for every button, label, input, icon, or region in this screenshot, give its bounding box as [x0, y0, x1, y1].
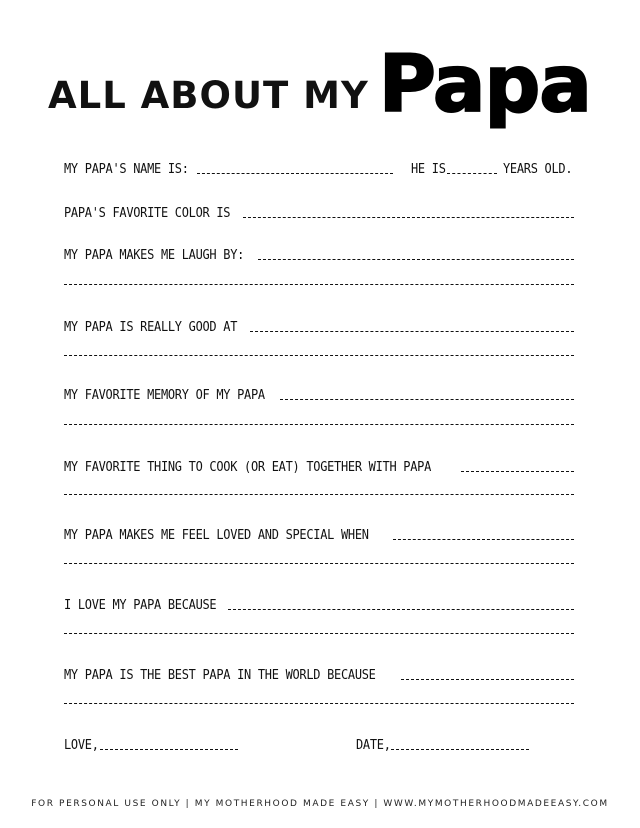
name-label: MY PAPA'S NAME IS:	[64, 162, 189, 177]
love-because-blank[interactable]	[228, 608, 574, 610]
best-row	[64, 662, 574, 682]
cook-blank[interactable]	[461, 470, 574, 472]
best-extra-line[interactable]	[64, 703, 574, 704]
color-blank[interactable]	[243, 216, 574, 218]
age-prefix-label: HE IS	[411, 162, 447, 177]
best-blank[interactable]	[401, 678, 574, 680]
page-title	[48, 40, 608, 130]
laugh-blank[interactable]	[258, 258, 574, 260]
memory-extra-line[interactable]	[64, 424, 574, 425]
laugh-extra-line[interactable]	[64, 284, 574, 285]
love-because-label: I LOVE MY PAPA BECAUSE	[64, 598, 217, 613]
name-row	[64, 156, 574, 176]
title-name: Papa	[378, 40, 591, 130]
age-blank[interactable]	[447, 172, 497, 174]
good-at-extra-line[interactable]	[64, 355, 574, 356]
cook-label: MY FAVORITE THING TO COOK (OR EAT) TOGETHER WITH PAPA	[64, 460, 432, 475]
memory-label: MY FAVORITE MEMORY OF MY PAPA	[64, 388, 265, 403]
laugh-label: MY PAPA MAKES ME LAUGH BY:	[64, 248, 245, 263]
good-at-label: MY PAPA IS REALLY GOOD AT	[64, 320, 238, 335]
memory-row	[64, 382, 574, 402]
date-label: DATE,	[355, 738, 391, 753]
good-at-blank[interactable]	[250, 330, 574, 332]
cook-row	[64, 454, 574, 474]
cook-extra-line[interactable]	[64, 494, 574, 495]
footer-text: FOR PERSONAL USE ONLY | MY MOTHERHOOD MADE EASY | WWW.MYMOTHERHOODMADEEASY.COM	[31, 799, 609, 809]
loved-row	[64, 522, 574, 542]
love-sign-label: LOVE,	[64, 738, 99, 753]
laugh-row	[64, 242, 574, 262]
name-blank[interactable]	[197, 172, 393, 174]
color-row	[64, 200, 574, 220]
date-blank[interactable]	[391, 748, 529, 750]
good-at-row	[64, 314, 574, 334]
loved-extra-line[interactable]	[64, 563, 574, 564]
best-label: MY PAPA IS THE BEST PAPA IN THE WORLD BECAUSE	[64, 668, 376, 683]
color-label: PAPA'S FAVORITE COLOR IS	[64, 206, 231, 221]
love-because-row	[64, 592, 574, 612]
signature-row	[64, 732, 574, 752]
loved-label: MY PAPA MAKES ME FEEL LOVED AND SPECIAL WHEN	[64, 528, 369, 543]
love-sign-blank[interactable]	[100, 748, 238, 750]
age-suffix-label: YEARS OLD.	[503, 162, 573, 177]
title-prefix: ALL ABOUT MY	[48, 74, 369, 117]
memory-blank[interactable]	[280, 398, 574, 400]
loved-blank[interactable]	[393, 538, 574, 540]
love-because-extra-line[interactable]	[64, 633, 574, 634]
